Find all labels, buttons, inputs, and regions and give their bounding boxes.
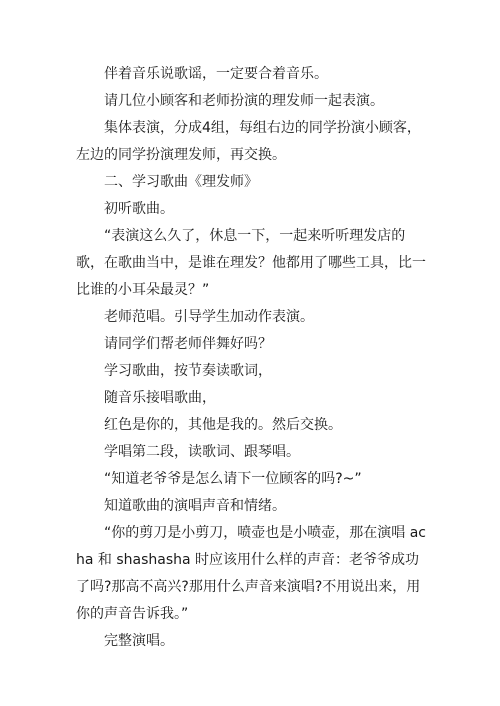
paragraph-13: “知道老爷爷是怎么请下一位顾客的吗?~” bbox=[104, 471, 362, 487]
paragraph-2: 请几位小顾客和老师扮演的理发师一起表演。 bbox=[104, 93, 384, 109]
paragraph-12: 学唱第二段，读歌词、跟琴唱。 bbox=[104, 444, 300, 460]
paragraph-11: 红色是你的，其他是我的。然后交换。 bbox=[104, 417, 342, 433]
paragraph-8: 请同学们帮老师伴舞好吗？ bbox=[104, 336, 272, 352]
paragraph-1: 伴着音乐说歌谣，一定要合着音乐。 bbox=[104, 66, 328, 82]
paragraph-3: 集体表演，分成4组，每组右边的同学扮演小顾客，左边的同学扮演理发师，再交换。 bbox=[76, 120, 421, 163]
paragraph-5: 初听歌曲。 bbox=[104, 201, 174, 217]
section-heading: 二、学习歌曲《理发师》 bbox=[104, 174, 258, 190]
paragraph-14: 知道歌曲的演唱声音和情绪。 bbox=[104, 498, 286, 514]
paragraph-9: 学习歌曲，按节奏读歌词， bbox=[104, 363, 272, 379]
paragraph-15: “你的剪刀是小剪刀，喷壶也是小喷壶，那在演唱 acha 和 shashasha 时应该用什么样的声音：老爷爷成功了吗?那高不高兴?那用什么声音来演唱?不用说出来，用你的声音告诉我。” bbox=[76, 525, 426, 622]
paragraph-6: “表演这么久了，休息一下，一起来听听理发店的歌，在歌曲当中，是谁在理发？他都用了哪些工具，比一比谁的小耳朵最灵？” bbox=[76, 228, 426, 298]
paragraph-7: 老师范唱。引导学生加动作表演。 bbox=[104, 309, 314, 325]
paragraph-16: 完整演唱。 bbox=[104, 633, 174, 649]
paragraph-10: 随音乐接唱歌曲， bbox=[104, 390, 216, 406]
